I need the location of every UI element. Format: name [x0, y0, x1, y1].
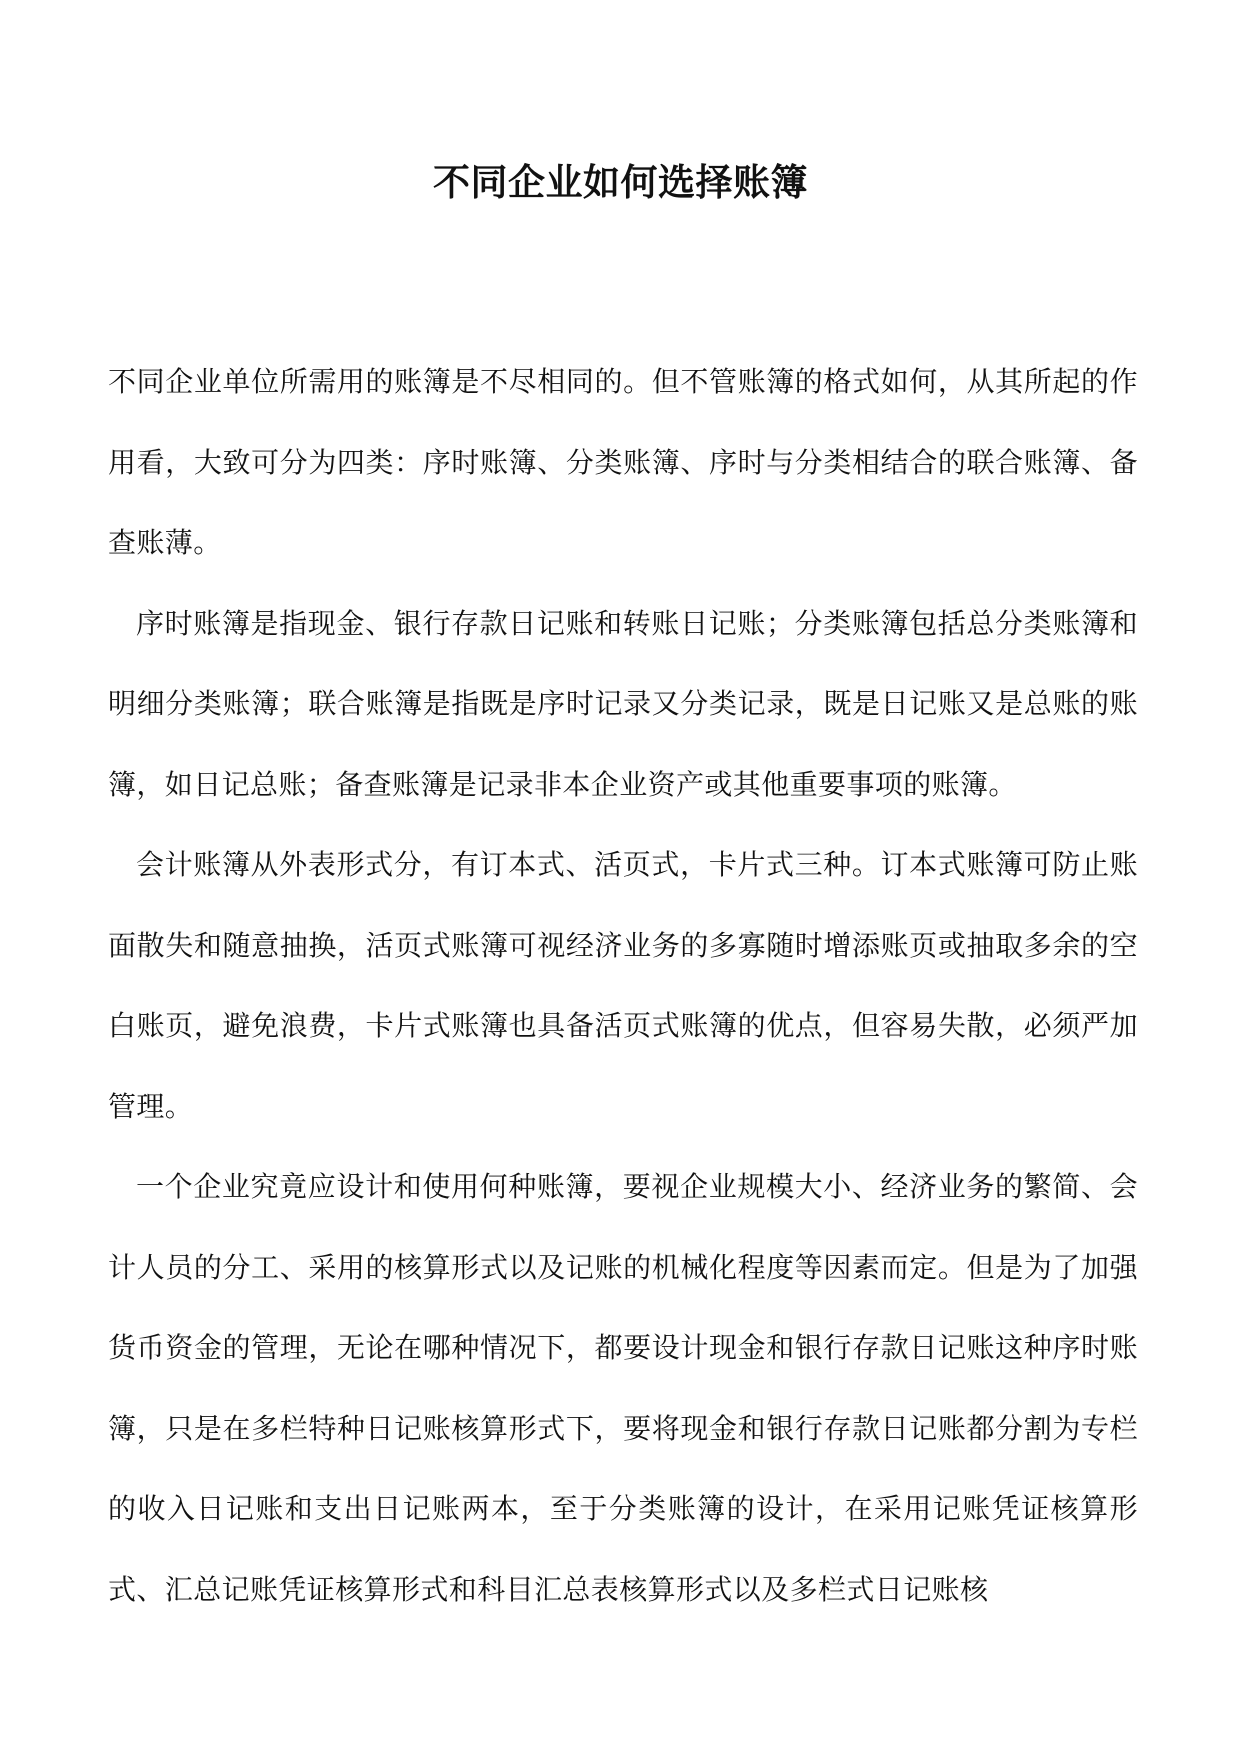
document-body	[108, 342, 1138, 1630]
document-title: 不同企业如何选择账簿	[433, 161, 808, 204]
paragraph-3: 会计账簿从外表形式分，有订本式、活页式，卡片式三种。订本式账簿可防止账面散失和随意抽换，活页式账簿可视经济业务的多寡随时增添账页或抽取多余的空白账页，避免浪费，卡片式账簿也具备活页式账簿的优点，但容易失散，必须严加管理。	[108, 848, 1138, 1123]
paragraph-4: 一个企业究竟应设计和使用何种账簿，要视企业规模大小、经济业务的繁简、会计人员的分工、采用的核算形式以及记账的机械化程度等因素而定。但是为了加强货币资金的管理，无论在哪种情况下，都要设计现金和银行存款日记账这种序时账簿，只是在多栏特种日记账核算形式下，要将现金和银行存款日记账都分割为专栏的收入日记账和支出日记账两本，至于分类账簿的设计，在采用记账凭证核算形式、汇总记账凭证核算形式和科目汇总表核算形式以及多栏式日记账核	[108, 1170, 1138, 1606]
paragraph-2: 序时账簿是指现金、银行存款日记账和转账日记账；分类账簿包括总分类账簿和明细分类账簿；联合账簿是指既是序时记录又分类记录，既是日记账又是总账的账簿，如日记总账；备查账簿是记录非本企业资产或其他重要事项的账簿。	[108, 606, 1138, 801]
paragraph-1: 不同企业单位所需用的账簿是不尽相同的。但不管账簿的格式如何，从其所起的作用看，大致可分为四类：序时账簿、分类账簿、序时与分类相结合的联合账簿、备查账薄。	[108, 365, 1138, 559]
